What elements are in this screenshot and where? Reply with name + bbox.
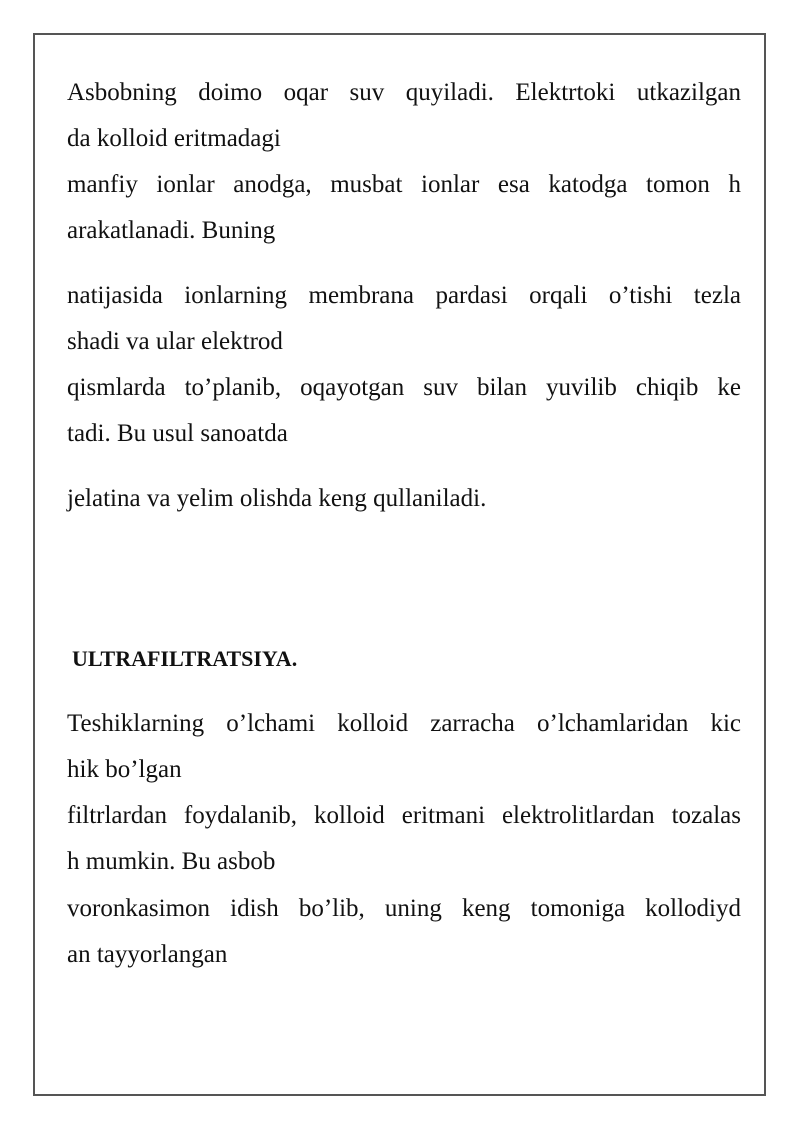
text-line: da kolloid eritmadagi	[67, 125, 281, 152]
text-line: arakatlanadi. Buning	[67, 217, 276, 244]
text-line: jelatina va yelim olishda keng qullaniladi.	[67, 485, 487, 512]
text-line: manfiy ionlar anodga, musbat ionlar esa katodga tomon h	[67, 171, 741, 198]
text-line: voronkasimon idish bo’lib, uning keng tomoniga kollodiyd	[67, 895, 741, 922]
text-line: hik bo’lgan	[67, 756, 182, 783]
text-line: h mumkin. Bu asbob	[67, 848, 276, 875]
text-line: qismlarda to’planib, oqayotgan suv bilan yuvilib chiqib ke	[67, 374, 741, 401]
text-line: Teshiklarning o’lchami kolloid zarracha o’lchamlaridan kic	[67, 710, 741, 737]
text-line: shadi va ular elektrod	[67, 328, 283, 355]
section-heading: ULTRAFILTRATSIYA.	[72, 646, 298, 671]
text-line: natijasida ionlarning membrana pardasi orqali o’tishi tezla	[67, 282, 741, 309]
text-line: Asbobning doimo oqar suv quyiladi. Elektrtoki utkazilgan	[67, 79, 741, 106]
text-line: filtrlardan foydalanib, kolloid eritmani elektrolitlardan tozalas	[67, 802, 741, 829]
text-line: an tayyorlangan	[67, 941, 228, 968]
text-line: tadi. Bu usul sanoatda	[67, 420, 288, 447]
